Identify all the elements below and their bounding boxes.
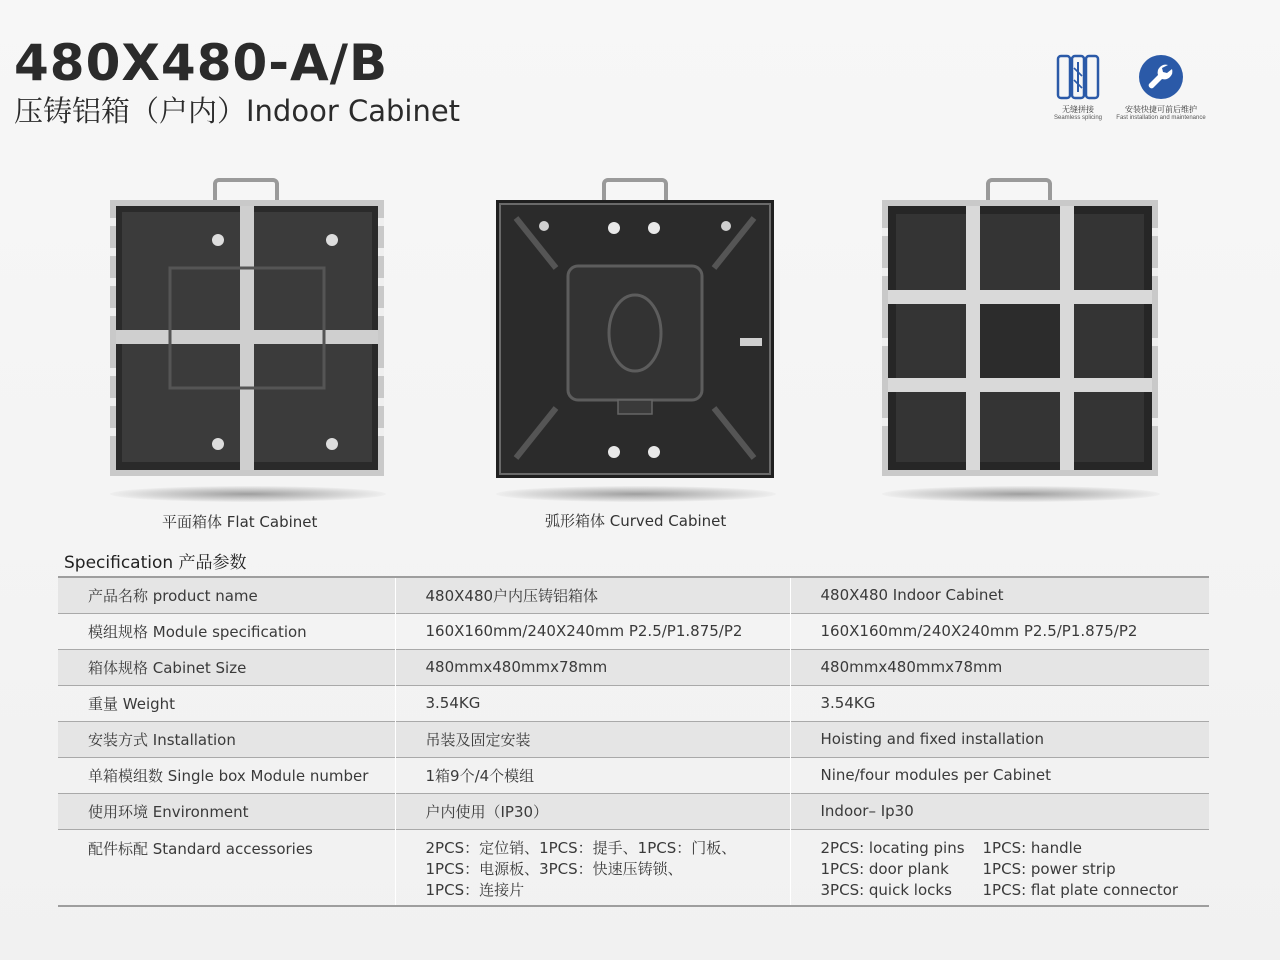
spec-value-cn — [395, 829, 790, 906]
accessory-item-en: 1PCS: handle — [982, 838, 1083, 857]
accessory-grid-en — [821, 838, 1210, 901]
spec-value-en: Hoisting and fixed installation — [820, 730, 1044, 748]
spec-value-cn: 吊装及固定安装 — [395, 721, 790, 757]
spec-value-en: 160X160mm/240X240mm P2.5/P1.875/P2 — [820, 622, 1138, 640]
spec-label: 产品名称 product name — [88, 586, 258, 605]
accessory-item-en: 1PCS: power strip — [982, 859, 1116, 878]
spec-value-en: Nine/four modules per Cabinet — [820, 766, 1052, 784]
accessory-line-cn: 2PCS：定位销、1PCS：提手、1PCS：门板、 — [425, 838, 737, 857]
page-title: 480X480-A/B — [14, 34, 389, 92]
seamless-splicing-icon — [1056, 54, 1100, 100]
table-row — [58, 685, 1209, 721]
feature-label-en: Seamless splicing — [1053, 114, 1103, 121]
table-row — [58, 757, 1209, 793]
spec-table — [58, 576, 1209, 907]
page-subtitle: 压铸铝箱（户内）Indoor Cabinet — [14, 94, 461, 128]
spec-label: 单箱模组数 Single box Module number — [88, 766, 369, 785]
spec-value-cn: 3.54KG — [395, 685, 790, 721]
accessory-item-en: 3PCS: quick locks — [820, 880, 952, 899]
spec-value-en: 3.54KG — [820, 694, 876, 712]
feature-label-cn: 安装快捷可前后维护 — [1125, 105, 1197, 114]
curved-cabinet-image — [496, 178, 774, 478]
curved-cabinet-shadow — [496, 486, 776, 502]
accessory-line-cn: 1PCS：连接片 — [425, 880, 525, 899]
spec-label: 配件标配 Standard accessories — [88, 839, 313, 858]
accessory-item-en: 1PCS: door plank — [820, 859, 949, 878]
spec-label: 模组规格 Module specification — [88, 622, 307, 641]
spec-value-en: 480X480 Indoor Cabinet — [820, 586, 1004, 605]
spec-value-en: 480mmx480mmx78mm — [820, 658, 1003, 676]
flat-cabinet-image — [110, 178, 384, 478]
spec-label: 箱体规格 Cabinet Size — [88, 658, 247, 677]
accessory-item-en: 1PCS: flat plate connector — [982, 880, 1179, 899]
spec-value-cn: 1箱9个/4个模组 — [395, 757, 790, 793]
table-row — [58, 793, 1209, 829]
table-row — [58, 721, 1209, 757]
spec-value-cn: 480mmx480mmx78mm — [395, 649, 790, 685]
table-row — [58, 649, 1209, 685]
feature-label-en: Fast installation and maintenance — [1116, 114, 1206, 121]
feature-label-cn: 无缝拼接 — [1062, 105, 1094, 114]
spec-label: 使用环境 Environment — [88, 802, 249, 821]
accessory-item-en: 2PCS: locating pins — [820, 838, 965, 857]
spec-heading: Specification 产品参数 — [64, 553, 247, 573]
table-row — [58, 613, 1209, 649]
table-row — [58, 577, 1209, 613]
feature-fast-installation — [1106, 54, 1216, 121]
spec-label: 安装方式 Installation — [88, 730, 236, 749]
spec-value-cn: 户内使用（IP30） — [395, 793, 790, 829]
spec-value-cn: 160X160mm/240X240mm P2.5/P1.875/P2 — [395, 613, 790, 649]
spec-value-cn: 480X480户内压铸铝箱体 — [395, 577, 790, 613]
table-row-accessories — [58, 829, 1209, 906]
spec-value-en — [790, 829, 1209, 906]
flat-cabinet-caption: 平面箱体 Flat Cabinet — [162, 513, 318, 531]
flat-cabinet-shadow — [110, 486, 386, 502]
accessory-line-cn: 1PCS：电源板、3PCS：快速压铸锁、 — [425, 859, 683, 878]
wrench-icon — [1138, 54, 1184, 100]
spec-value-en: Indoor– Ip30 — [820, 802, 914, 820]
cabinet-back-shadow — [882, 486, 1160, 502]
spec-label: 重量 Weight — [88, 694, 176, 713]
cabinet-back-image — [882, 178, 1158, 478]
curved-cabinet-caption: 弧形箱体 Curved Cabinet — [545, 512, 727, 530]
